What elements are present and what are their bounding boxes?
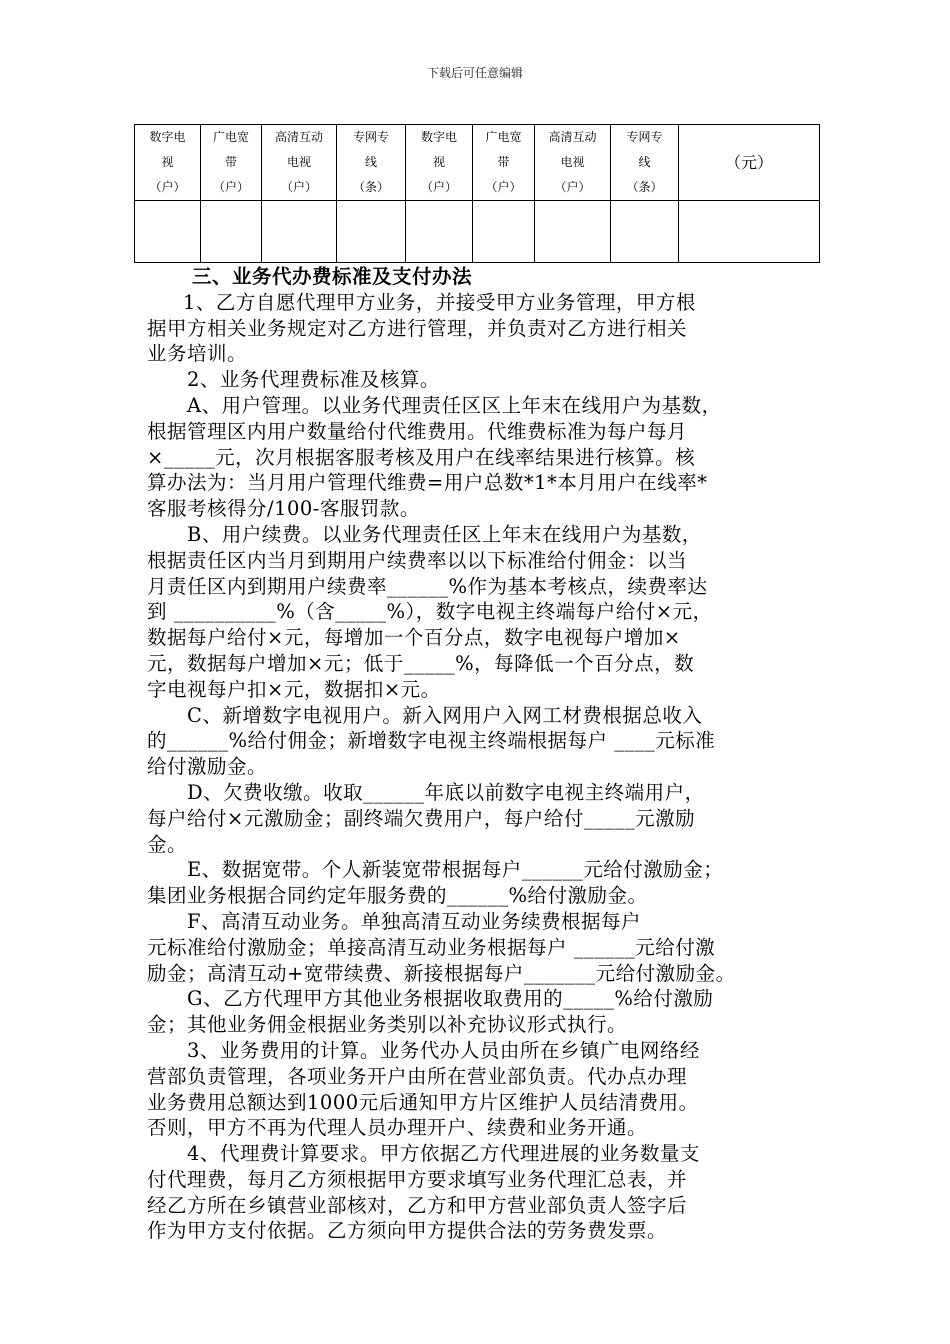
text-line: 业务培训。 [147,342,248,366]
text-line: 4、代理费计算要求。甲方依据乙方代理进展的业务数量支 [187,1142,700,1166]
text-line: G、乙方代理甲方其他业务根据收取费用的_____%给付激励 [187,987,714,1011]
text-line: 3、业务费用的计算。业务代办人员由所在乡镇广电网络经 [187,1038,700,1062]
text-line: 给付激励金。 [147,755,268,779]
text-line: 到 __________%（含_____%），数字电视主终端每户给付×元， [147,600,713,624]
text-line: C、新增数字电视用户。新入网用户入网工材费根据总收入 [187,703,703,727]
text-line: 集团业务根据合同约定年服务费的______%给付激励金。 [147,884,648,908]
text-line: 客服考核得分/100-客服罚款。 [147,497,420,521]
table-header-unit: （元） [679,125,820,201]
text-line: 根据责任区内当月到期用户续费率以以下标准给付佣金：以当 [147,548,688,572]
table-cell [201,201,262,263]
table-header-cell: 广电宽 带 （户） [201,125,262,201]
text-line: 的______%给付佣金；新增数字电视主终端根据每户 ____元标准 [147,729,716,753]
text-line: ×_____元，次月根据客服考核及用户在线率结果进行核算。核 [147,445,696,469]
text-line: 根据管理区内用户数量给付代维费用。代维费标准为每户每月 [147,419,688,443]
text-line: 据甲方相关业务规定对乙方进行管理，并负责对乙方进行相关 [147,316,688,340]
business-stats-table [134,124,820,263]
text-line: 营部负责管理，各项业务开户由所在营业部负责。代办点办理 [147,1064,688,1088]
text-line: 1、乙方自愿代理甲方业务，并接受甲方业务管理，甲方根 [183,290,696,314]
table-header-cell: 数字电 视 （户） [406,125,473,201]
table-cell [337,201,406,263]
text-line: 金。 [147,832,188,856]
table-cell [473,201,535,263]
text-line: 经乙方所在乡镇营业部核对，乙方和甲方营业部负责人签字后 [147,1193,688,1217]
table-cell [262,201,337,263]
text-line: F、高清互动业务。单独高清互动业务续费根据每户 [187,909,642,933]
table-header-cell: 高清互动 电视 （户） [535,125,611,201]
text-line: 每户给付×元激励金；副终端欠费用户，每户给付_____元激励 [147,806,696,830]
table-header-cell: 专网专 线 （条） [611,125,679,201]
table-cell [679,201,820,263]
table-cell [135,201,201,263]
table-cell [406,201,473,263]
text-line: 2、业务代理费标准及核算。 [187,368,440,392]
text-line: B、用户续费。以业务代理责任区上年末在线用户为基数， [187,522,702,546]
text-line: A、用户管理。以业务代理责任区区上年末在线用户为基数， [187,393,722,417]
text-line: 业务费用总额达到1000元后通知甲方片区维护人员结清费用。 [147,1090,699,1114]
text-line: D、欠费收缴。收取______年底以前数字电视主终端用户， [187,780,705,804]
section-title: 三、业务代办费标准及支付办法 [192,265,473,288]
text-line: 付代理费，每月乙方须根据甲方要求填写业务代理汇总表，并 [147,1167,688,1191]
table-cell [611,201,679,263]
text-line: 算办法为：当月用户管理代维费=用户总数*1*本月用户在线率* [147,471,708,495]
table-header-row [135,125,820,201]
text-line: 数据每户给付×元，每增加一个百分点，数字电视每户增加× [147,626,681,650]
table-header-cell: 专网专 线 （条） [337,125,406,201]
text-line: E、数据宽带。个人新装宽带根据每户______元给付激励金； [187,858,724,882]
text-line: 元标准给付激励金；单接高清互动业务根据每户 ______元给付激 [147,935,716,959]
document-body [147,264,817,1244]
text-line: 元，数据每户增加×元；低于_____%，每降低一个百分点，数 [147,651,695,675]
table-header-cell: 广电宽 带 （户） [473,125,535,201]
text-line: 作为甲方支付依据。乙方须向甲方提供合法的劳务费发票。 [147,1219,668,1243]
table-header-cell: 数字电 视 （户） [135,125,201,201]
text-line: 月责任区内到期用户续费率______%作为基本考核点，续费率达 [147,574,708,598]
text-line: 否则，甲方不再为代理人员办理开户、续费和业务开通。 [147,1116,648,1140]
table-header-cell: 高清互动 电视 （户） [262,125,337,201]
text-line: 字电视每户扣×元，数据扣×元。 [147,677,441,701]
text-line: 金；其他业务佣金根据业务类别以补充协议形式执行。 [147,1013,628,1037]
table-row [135,201,820,263]
table-cell [535,201,611,263]
page-header: 下载后可任意编辑 [426,66,523,80]
text-line: 励金；高清互动+宽带续费、新接根据每户_______元给付激励金。 [147,961,736,985]
